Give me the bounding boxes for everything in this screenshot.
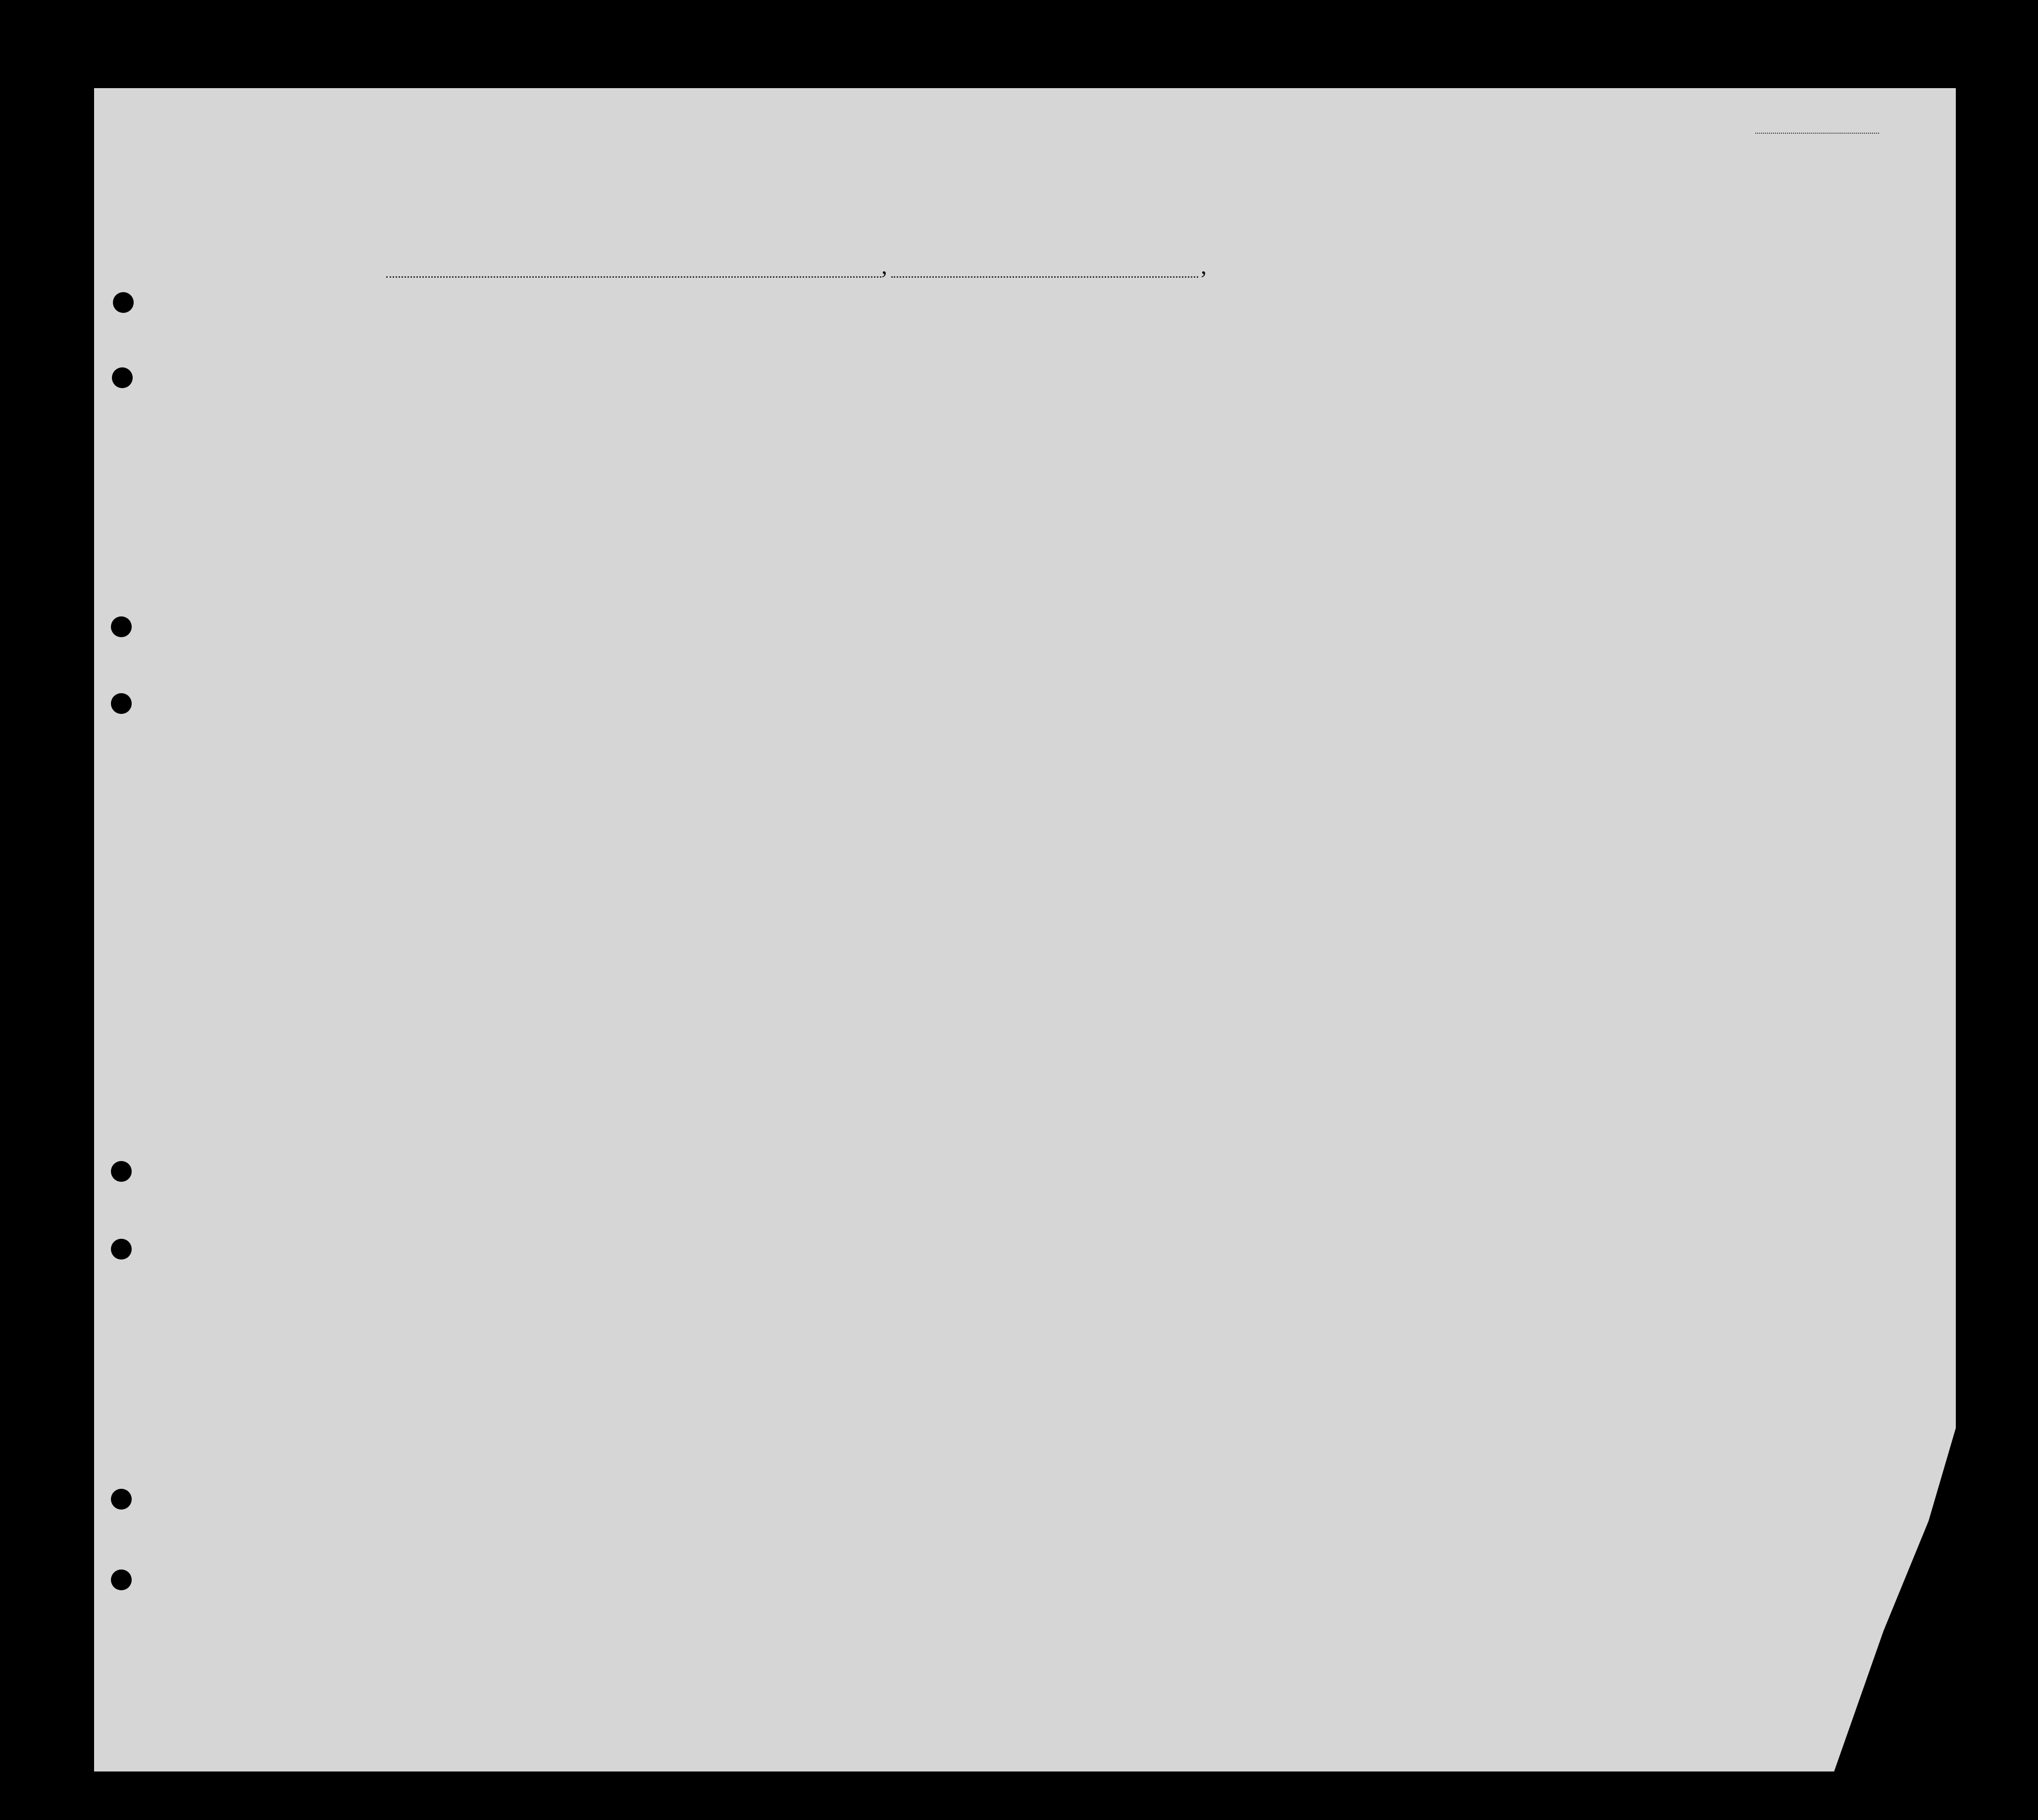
comma: , bbox=[1201, 253, 1207, 279]
comma: , bbox=[881, 253, 887, 279]
